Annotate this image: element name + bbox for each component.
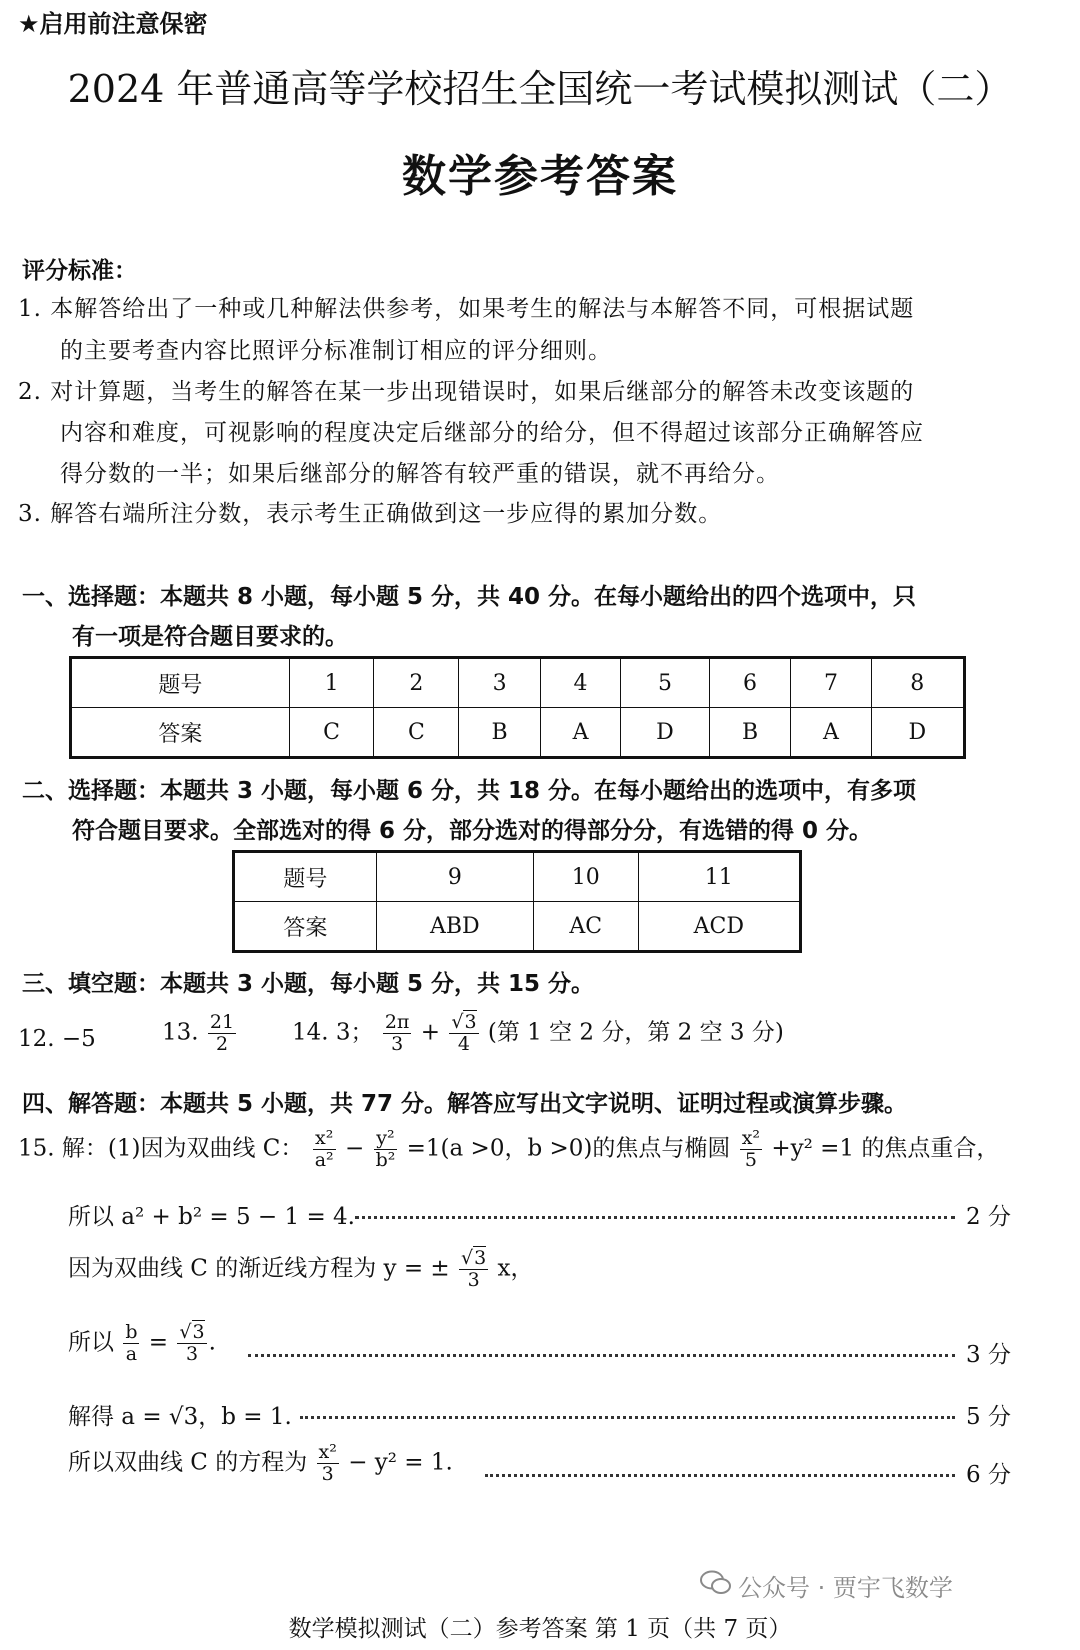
answer-q14: [292, 1012, 784, 1055]
ellipse-x-term: [740, 1128, 762, 1171]
section2-heading-line-2: 符合题目要求。全部选对的得 6 分，部分选对的得部分分，有选错的得 0 分。: [72, 818, 873, 844]
hyperbola-x-term: [313, 1128, 336, 1171]
dot-leader: [355, 1216, 955, 1219]
grading-item-2-line-3: 得分数的一半；如果后继部分的解答有较严重的错误，就不再给分。: [60, 461, 780, 487]
question-number: 9: [376, 852, 533, 902]
answer-cell: D: [871, 708, 964, 758]
q15-intro-tail: +y² =1 的焦点重合，: [771, 1135, 1000, 1162]
section2-heading-line-1: 二、选择题：本题共 3 小题，每小题 6 分，共 18 分。在每小题给出的选项中，有多项: [22, 778, 917, 804]
q14-f1-numerator: 2π: [384, 1011, 410, 1033]
q14-fraction-1: [383, 1012, 412, 1055]
grading-heading: 评分标准：: [22, 258, 137, 284]
q14-f2-denominator: 4: [457, 1032, 470, 1055]
answer-cell: D: [621, 708, 710, 758]
question-number: 7: [791, 658, 871, 708]
answer-cell: ABD: [376, 902, 533, 952]
x2-over-3: [317, 1442, 339, 1485]
section4-heading: 四、解答题：本题共 5 小题，共 77 分。解答应写出文字说明、证明过程或演算步骤。: [22, 1091, 908, 1117]
answer-q13: [162, 1012, 238, 1055]
question-number: 2: [374, 658, 459, 708]
question-number: 6: [709, 658, 791, 708]
score-step5: 6 分: [966, 1462, 1011, 1488]
section3-heading: 三、填空题：本题共 3 小题，每小题 5 分，共 15 分。: [22, 971, 595, 997]
q15-step2: [68, 1248, 534, 1291]
question-number: 1: [289, 658, 374, 708]
three-denominator: 3: [185, 1342, 199, 1365]
step5-tail: − y² = 1.: [348, 1449, 453, 1476]
question-number: 5: [621, 658, 710, 708]
section2-answer-table: [232, 850, 802, 953]
answer-cell: B: [459, 708, 541, 758]
a2-denominator: a²: [314, 1148, 334, 1171]
q13-denominator: 2: [215, 1032, 229, 1055]
q14-plus: +: [420, 1019, 441, 1046]
grading-item-1-line-2: 的主要考查内容比照评分标准制订相应的评分细则。: [60, 338, 612, 364]
question-number: 10: [533, 852, 638, 902]
sqrt3-over-3: [177, 1322, 206, 1365]
q15-step5: [68, 1442, 453, 1485]
score-step1: 2 分: [966, 1204, 1011, 1230]
q13-label: 13.: [162, 1019, 199, 1046]
five-denominator: 5: [744, 1148, 757, 1171]
q15-intro-condition: =1(a >0，b >0)的焦点与椭圆: [406, 1135, 731, 1162]
dot-leader: [248, 1354, 955, 1357]
table-row: [234, 852, 801, 902]
section1-heading-line-2: 有一项是符合题目要求的。: [72, 624, 348, 650]
wechat-icon: [700, 1570, 732, 1596]
dot-leader: [300, 1416, 955, 1419]
answer-cell: B: [709, 708, 791, 758]
document-subtitle: 数学参考答案: [402, 151, 678, 202]
step2-tail: x，: [497, 1255, 534, 1282]
answer-cell: C: [374, 708, 459, 758]
question-number: 4: [540, 658, 620, 708]
a-denominator: a: [125, 1342, 138, 1365]
score-step3: 3 分: [966, 1342, 1011, 1368]
b2-denominator: b²: [375, 1148, 396, 1171]
step3-text: 所以: [68, 1329, 114, 1356]
section1-answer-table: [69, 656, 966, 759]
answer-q12: 12. −5: [18, 1026, 96, 1052]
x2-numerator: x²: [741, 1127, 761, 1149]
q15-step4: 解得 a = √3，b = 1.: [68, 1404, 292, 1430]
table-header-answer: 答案: [234, 902, 377, 952]
asymptote-slope: [459, 1248, 488, 1291]
q15-intro: [18, 1128, 999, 1171]
watermark-text: 公众号 · 贾宇飞数学: [738, 1574, 953, 1602]
q14-fraction-2: [449, 1012, 478, 1055]
answer-cell: A: [540, 708, 620, 758]
table-row: [71, 708, 965, 758]
confidential-notice: ★启用前注意保密: [18, 10, 208, 38]
sqrt3-numerator: √3: [461, 1247, 487, 1269]
score-step4: 5 分: [966, 1404, 1011, 1430]
q15-intro-text: 15. 解：(1)因为双曲线 C：: [18, 1135, 304, 1162]
q13-fraction: [208, 1012, 236, 1055]
step5-text: 所以双曲线 C 的方程为: [68, 1449, 308, 1476]
table-row: [71, 658, 965, 708]
grading-item-2-line-2: 内容和难度，可视影响的程度决定后继部分的给分，但不得超过该部分正确解答应: [60, 420, 924, 446]
table-header-question: 题号: [234, 852, 377, 902]
x2-numerator: x²: [318, 1441, 337, 1463]
answer-cell: C: [289, 708, 374, 758]
dot-leader: [485, 1474, 955, 1477]
table-header-answer: 答案: [71, 708, 290, 758]
q14-f2-numerator: √3: [451, 1011, 477, 1033]
grading-item-2-line-1: 2. 对计算题，当考生的解答在某一步出现错误时，如果后继部分的解答未改变该题的: [18, 379, 915, 405]
minus-sign: −: [344, 1135, 365, 1162]
section1-heading-line-1: 一、选择题：本题共 8 小题，每小题 5 分，共 40 分。在每小题给出的四个选项中，只: [22, 584, 917, 610]
b-over-a: [123, 1322, 139, 1365]
question-number: 3: [459, 658, 541, 708]
table-header-question: 题号: [71, 658, 290, 708]
equals-sign: =: [148, 1329, 169, 1356]
answer-cell: A: [791, 708, 871, 758]
answer-cell: ACD: [638, 902, 800, 952]
three-denominator: 3: [467, 1268, 480, 1291]
grading-item-3: 3. 解答右端所注分数，表示考生正确做到这一步应得的累加分数。: [18, 501, 723, 527]
table-row: [234, 902, 801, 952]
hyperbola-y-term: [374, 1128, 398, 1171]
x2-numerator: x²: [313, 1128, 336, 1150]
question-number: 11: [638, 852, 800, 902]
q13-numerator: 21: [209, 1011, 235, 1033]
page-footer: 数学模拟测试（二）参考答案 第 1 页（共 7 页）: [288, 1616, 792, 1642]
three-denominator: 3: [321, 1462, 334, 1485]
q15-step1: 所以 a² + b² = 5 − 1 = 4.: [68, 1204, 355, 1230]
question-number: 8: [871, 658, 964, 708]
sqrt-radicand: 3: [464, 1011, 477, 1033]
q14-label: 14. 3；: [292, 1019, 374, 1046]
q14-f1-denominator: 3: [391, 1032, 404, 1055]
y2-numerator: y²: [374, 1128, 398, 1150]
sqrt3-numerator: √3: [179, 1321, 205, 1343]
answer-cell: AC: [533, 902, 638, 952]
grading-item-1-line-1: 1. 本解答给出了一种或几种解法供参考，如果考生的解法与本解答不同，可根据试题: [18, 296, 915, 322]
q15-step3: 所以 $\frac{b}{a}$ = $\frac{√3}{3}$ .: [68, 1321, 216, 1365]
step2-text: 因为双曲线 C 的渐近线方程为 y = ±: [68, 1255, 450, 1282]
b-numerator: b: [125, 1321, 138, 1343]
q14-note: (第 1 空 2 分，第 2 空 3 分): [487, 1019, 784, 1046]
exam-title: 2024 年普通高等学校招生全国统一考试模拟测试（二）: [67, 67, 1013, 111]
